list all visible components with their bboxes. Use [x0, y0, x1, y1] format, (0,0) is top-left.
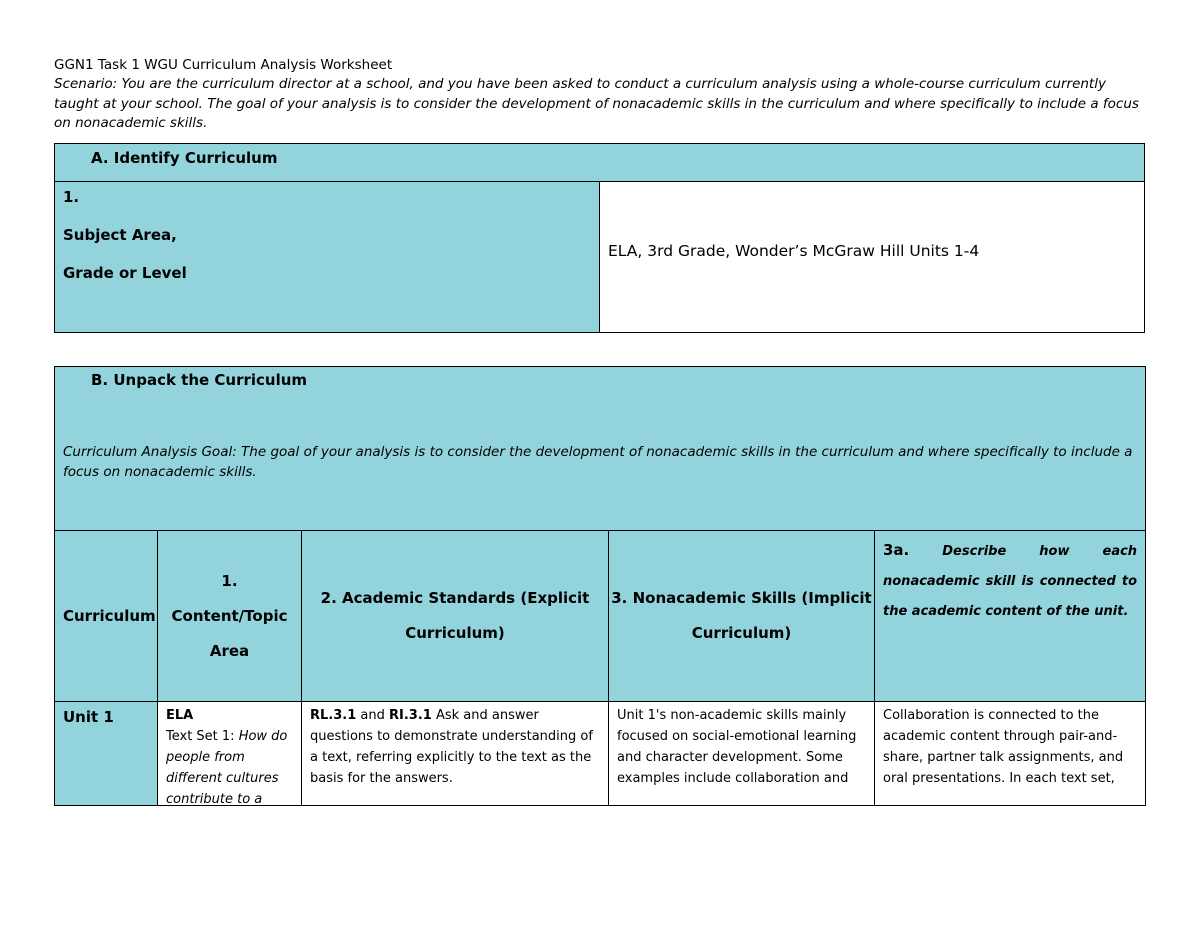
subject-area-label	[55, 182, 600, 333]
label-grade-level: Grade or Level	[63, 264, 187, 282]
section-a-heading: A. Identify Curriculum	[55, 144, 1145, 182]
section-b-heading: B. Unpack the Curriculum	[91, 371, 308, 389]
section-b-heading-cell	[55, 367, 1146, 531]
standard-text: Ask and answer questions to demonstrate understanding of a text, referring explicitly to the text as the basis for the answers.	[310, 708, 593, 786]
unpack-curriculum-table	[54, 366, 1146, 806]
content-topic-cell	[158, 702, 302, 806]
nonacademic-skills-cell: Unit 1's non-academic skills mainly focused on social-emotional learning and character development. Some examples include collaboration and	[609, 702, 875, 806]
content-question: How do people from different cultures contribute to a	[166, 729, 288, 805]
standard-code-ri: RI.3.1	[389, 708, 432, 723]
column-header-nonacademic-skills: 3. Nonacademic Skills (Implicit Curriculum)	[609, 531, 875, 702]
column-header-curriculum: Curriculum	[55, 531, 158, 702]
academic-standards-cell: RL.3.1 and RI.3.1 Ask and answer questions to demonstrate understanding of a text, referring explicitly to the text as the basis for the answers.	[302, 702, 609, 806]
connection-cell: Collaboration is connected to the academic content through pair-and-share, partner talk assignments, and oral presentations. In each text set,	[875, 702, 1146, 806]
content-subject: ELA	[166, 708, 194, 723]
document-title: GGN1 Task 1 WGU Curriculum Analysis Worksheet	[54, 57, 393, 73]
label-subject-area: Subject Area,	[63, 226, 177, 244]
unit-label: Unit 1	[55, 702, 158, 806]
subject-area-value: ELA, 3rd Grade, Wonder’s McGraw Hill Units 1-4	[600, 182, 1145, 333]
column-header-content-topic: 1. Content/Topic Area	[158, 531, 302, 702]
table-row	[55, 702, 1146, 806]
standard-code-rl: RL.3.1	[310, 708, 357, 723]
column-header-describe-connection: 3a. Describe how each nonacademic skill is connected to the academic content of the unit.	[875, 531, 1146, 702]
label-number: 1.	[63, 188, 80, 206]
curriculum-analysis-goal: Curriculum Analysis Goal: The goal of your analysis is to consider the development of nonacademic skills in the curriculum and where specifically to include a focus on nonacademic skills.	[63, 444, 1133, 480]
identify-curriculum-table	[54, 143, 1145, 333]
column-header-academic-standards: 2. Academic Standards (Explicit Curriculum)	[302, 531, 609, 702]
content-prefix: Text Set 1:	[166, 729, 239, 744]
scenario-text: Scenario: You are the curriculum director at a school, and you have been asked to conduct a curriculum analysis using a whole-course curriculum currently taught at your school. The goal of your analysis is to consider the development of nonacademic skills in the curriculum and where specifically to include a focus on nonacademic skills.	[54, 76, 1139, 131]
